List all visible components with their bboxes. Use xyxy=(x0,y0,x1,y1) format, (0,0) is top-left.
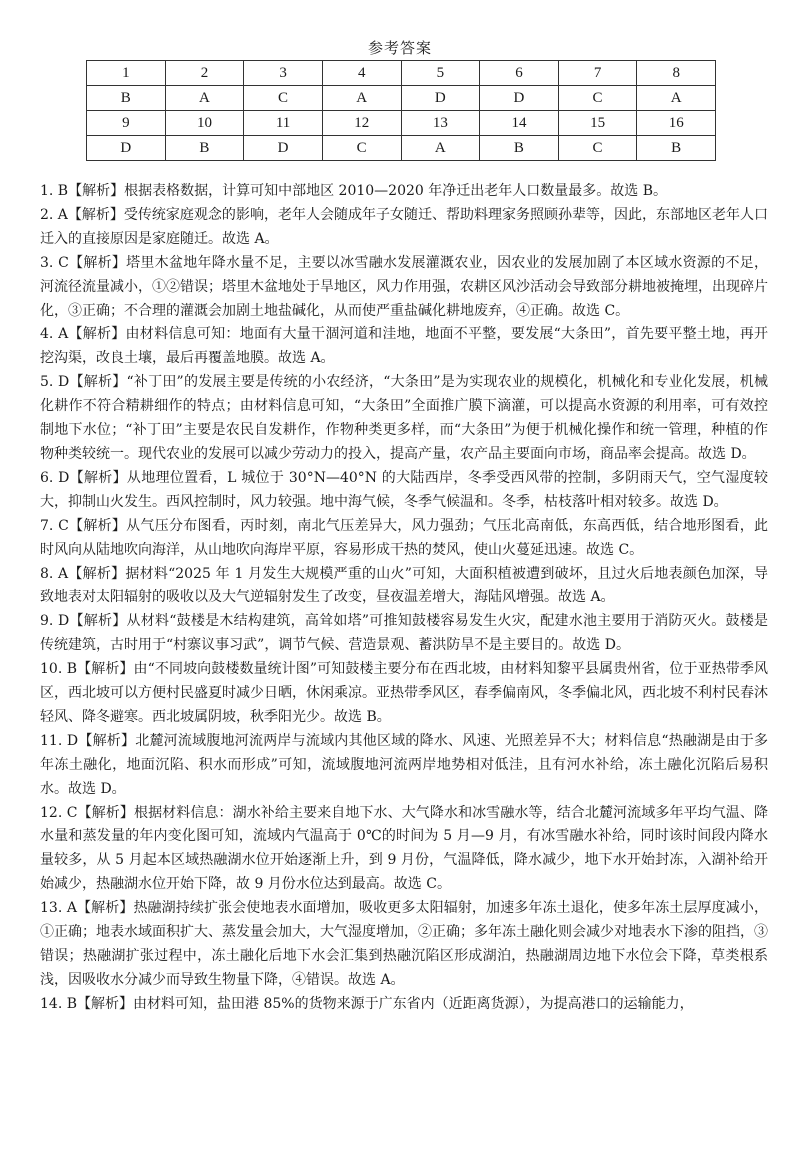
explanation-item: 6. D【解析】从地理位置看，L 城位于 30°N—40°N 的大陆西岸，冬季受西风带的控制，多阴雨天气，空气湿度较大，抑制山火发生。西风控制时，风力较强。地中海气候，冬季气候温和。冬季，枯枝落叶相对较多。故选 D。 xyxy=(40,469,768,510)
answer-table xyxy=(86,60,716,161)
question-number-cell: 11 xyxy=(244,111,323,136)
question-number-cell: 3 xyxy=(244,61,323,86)
question-number-cell: 14 xyxy=(480,111,559,136)
question-number-cell: 15 xyxy=(558,111,637,136)
answer-row xyxy=(87,136,716,161)
answer-row xyxy=(87,86,716,111)
explanation-item: 10. B【解析】由“不同坡向鼓楼数量统计图”可知鼓楼主要分布在西北坡，由材料知黎平县属贵州省，位于亚热带季风区，西北坡可以方便村民盛夏时减少日晒，休闲乘凉。亚热带季风区，春季偏南风，冬季偏北风，西北坡不利村民春沐轻风、降冬避寒。西北坡属阴坡，秋季阳光少。故选 B。 xyxy=(40,661,768,725)
explanation-item: 9. D【解析】从材料“鼓楼是木结构建筑，高耸如塔”可推知鼓楼容易发生火灾，配建水池主要用于消防灭火。鼓楼是传统建筑，古时用于“村寨议事习武”，调节气候、营造景观、蓄洪防旱不是主要目的。故选 D。 xyxy=(40,613,768,654)
answer-cell: A xyxy=(322,86,401,111)
explanation-item: 3. C【解析】塔里木盆地年降水量不足，主要以冰雪融水发展灌溉农业，因农业的发展加剧了本区域水资源的不足，河流径流量减小，①②错误；塔里木盆地处于旱地区，风力作用强，农耕区风沙活动会导致部分耕地被掩埋，出现碎片化，③正确；不合理的灌溉会加剧土地盐碱化，从而使严重盐碱化耕地废弃，④正确。故选 C。 xyxy=(40,254,768,319)
explanation-item: 4. A【解析】由材料信息可知：地面有大量干涸河道和洼地，地面不平整，要发展“大条田”，首先要平整土地，再开挖沟渠，改良土壤，最后再覆盖地膜。故选 A。 xyxy=(40,326,768,367)
question-number-cell: 8 xyxy=(637,61,716,86)
answer-cell: A xyxy=(165,86,244,111)
question-number-row xyxy=(87,111,716,136)
answer-cell: D xyxy=(480,86,559,111)
answer-cell: B xyxy=(165,136,244,161)
explanation-item: 12. C【解析】根据材料信息：湖水补给主要来自地下水、大气降水和冰雪融水等，结合北麓河流域多年平均气温、降水量和蒸发量的年内变化图可知，流域内气温高于 0℃的时间为 5 月—9 月，有冰雪融水补给，同时该时间段内降水量较多，从 5 月起本区域热融湖水位开始逐渐上升，到 9 月份，气温降低，降水减少，地下水开始封冻，入湖补给开始减少，热融湖水位开始下降，故 9 月份水位达到最高。故选 C。 xyxy=(40,804,768,893)
question-number-cell: 7 xyxy=(558,61,637,86)
question-number-cell: 5 xyxy=(401,61,480,86)
explanation-item: 8. A【解析】据材料“2025 年 1 月发生大规模严重的山火”可知，大面积植被遭到破坏，且过火后地表颜色加深，导致地表对太阳辐射的吸收以及大气逆辐射发生了改变，昼夜温差增大，海陆风增强。故选 A。 xyxy=(40,565,768,606)
explanation-list xyxy=(40,180,768,1017)
question-number-cell: 13 xyxy=(401,111,480,136)
answer-cell: D xyxy=(244,136,323,161)
answer-cell: C xyxy=(244,86,323,111)
answer-cell: B xyxy=(87,86,166,111)
answer-cell: C xyxy=(558,136,637,161)
question-number-row xyxy=(87,61,716,86)
answer-cell: C xyxy=(558,86,637,111)
question-number-cell: 16 xyxy=(637,111,716,136)
answer-cell: A xyxy=(637,86,716,111)
question-number-cell: 6 xyxy=(480,61,559,86)
page-title: 参考答案 xyxy=(367,39,432,57)
answer-cell: D xyxy=(401,86,480,111)
explanation-item: 14. B【解析】由材料可知，盐田港 85%的货物来源于广东省内（近距离货源），为提高港口的运输能力， xyxy=(40,995,694,1012)
explanation-item: 11. D【解析】北麓河流域腹地河流两岸与流域内其他区域的降水、风速、光照差异不大；材料信息“热融湖是由于多年冻土融化，地面沉陷、积水而形成”可知，流域腹地河流两岸地势相对低洼，且有河水补给，冻土融化沉陷后易积水。故选 D。 xyxy=(40,732,768,797)
answer-cell: B xyxy=(637,136,716,161)
explanation-item: 2. A【解析】受传统家庭观念的影响，老年人会随成年子女随迁、帮助料理家务照顾孙辈等，因此，东部地区老年人口迁入的直接原因是家庭随迁。故选 A。 xyxy=(40,206,768,247)
question-number-cell: 9 xyxy=(87,111,166,136)
question-number-cell: 2 xyxy=(165,61,244,86)
question-number-cell: 1 xyxy=(87,61,166,86)
question-number-cell: 10 xyxy=(165,111,244,136)
explanation-item: 7. C【解析】从气压分布图看，丙时刻，南北气压差异大，风力强劲；气压北高南低，东高西低，结合地形图看，此时风向从陆地吹向海洋，从山地吹向海岸平原，容易形成干热的焚风，使山火蔓延迅速。故选 C。 xyxy=(40,517,768,558)
question-number-cell: 4 xyxy=(322,61,401,86)
explanation-item: 5. D【解析】“补丁田”的发展主要是传统的小农经济，“大条田”是为实现农业的规模化，机械化和专业化发展，机械化耕作不符合精耕细作的特点；由材料信息可知，“大条田”全面推广膜下滴灌，可以提高水资源的利用率，可有效控制地下水位；“补丁田”主要是农民自发耕作，作物种类更多样，而“大条田”为便于机械化操作和统一管理，种植的作物种类较统一。现代农业的发展可以减少劳动力的投入，提高产量，农产品主要面向市场，商品率会提高。故选 D。 xyxy=(40,374,768,462)
question-number-cell: 12 xyxy=(322,111,401,136)
explanation-item: 13. A【解析】热融湖持续扩张会使地表水面增加，吸收更多太阳辐射，加速多年冻土退化，使多年冻土层厚度减小，①正确；地表水域面积扩大、蒸发量会加大，大气湿度增加，②正确；多年冻土融化则会减少对地表水下渗的阻挡，③错误；热融湖扩张过程中，冻土融化后地下水会汇集到热融沉陷区形成湖泊，热融湖周边地下水位会下降，草类根系浅，因吸收水分减少而导致生物量下降，④错误。故选 A。 xyxy=(40,900,768,988)
answer-cell: A xyxy=(401,136,480,161)
explanation-item: 1. B【解析】根据表格数据，计算可知中部地区 2010—2020 年净迁出老年人口数量最多。故选 B。 xyxy=(40,183,667,199)
answer-cell: C xyxy=(322,136,401,161)
answer-cell: B xyxy=(480,136,559,161)
answer-cell: D xyxy=(87,136,166,161)
